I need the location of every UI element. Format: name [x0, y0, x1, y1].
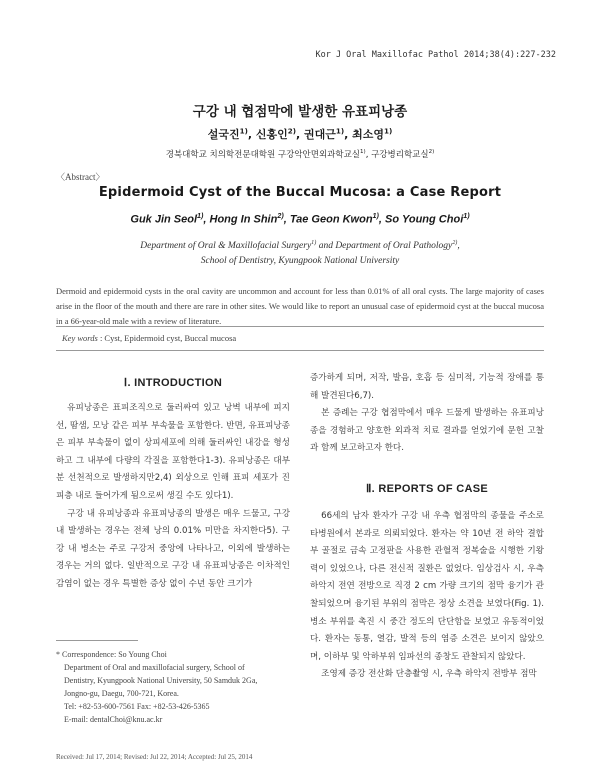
korean-affiliation: 경북대학교 치의학전문대학원 구강악안면외과학교실$^{1)}$, 구강병리학교실$^{2)}$ [165, 149, 435, 160]
author-name: 신홍인 [255, 128, 288, 141]
korean-authors: 설국진$^{1)}$, 신홍인$^{2)}$, 권대근$^{1)}$, 최소영$^{1)}$ [207, 126, 393, 141]
paragraph: 유피낭종은 표피조직으로 둘러싸여 있고 낭벽 내부에 피지선, 땀샘, 모낭 같은 피부 부속물을 포함한다. 반면, 유표피낭종은 피부 부속물이 없이 상피세포에 의해 둘러싸인 내강을 형성하고 그 내부에 다량의 각질을 포함한다1-3). 유피낭종은 대부분 선천적으로 발생하지만2,4) 외상으로 인해 표피 세포가 진피층 내로 들어가게 됨으로써 생길 수도 있다1). [56, 403, 290, 501]
paragraph: 66세의 남자 환자가 구강 내 우측 협점막의 종물을 주소로 타병원에서 본과로 의뢰되었다. 환자는 약 10년 전 하악 결합부 골절로 금속 고정판을 사용한 관혈적 정복술을 시행한 기왕력이 있었으나, 다른 전신적 질환은 없었다. 임상검사 시, 우측 하악지 전연 전방으로 직경 2 cm 가량 크기의 점막 융기가 관찰되었으며 융기된 부위의 점막은 정상 소견을 보였다(Fig. 1). 병소 부위를 촉진 시 중간 정도의 단단함을 보였고 유동적이었다. 환자는 동통, 열감, 발적 등의 염증 소견은 보이지 않았으며, 이하부 및 악하부위 임파선의 종창도 관찰되지 않았다. [310, 511, 544, 662]
korean-title: 구강 내 협점막에 발생한 유표피낭종 [192, 104, 408, 120]
correspondence: * Correspondence: So Young Choi Department of Oral and maxillofacial surgery, School of Dentistry, Kyungpook National University, 50 Samduk 2Ga, Jongno-gu, Daegu, 700-721, Korea. Tel: +82-53-600-7561 Fax: +82-53-426-5365 E-mail: dentalChoi@knu.ac.kr [56, 650, 258, 724]
english-authors: Guk Jin Seol$^{1)}$, Hong In Shin$^{2)}$, Tae Geon Kwon$^{1)}$, So Young Choi$^{1)}$ [130, 212, 470, 226]
paragraph: 조영제 증강 전산화 단층촬영 시, 우측 하악지 전방부 점막 [321, 669, 537, 680]
paragraph: 구강 내 유피낭종과 유표피낭종의 발생은 매우 드물고, 구강 내 발생하는 경우는 전체 낭의 0.01% 미만을 차지한다5). 구강 내 병소는 주로 구강저 중앙에 나타나고, 이외에 발생하는 경우는 거의 없다. 일반적으로 구강 내 유표피낭종은 이차적인 감염이 없는 경우 특별한 증상 없이 수년 동안 크기가 [56, 508, 290, 589]
section-heading-introduction: Ⅰ. INTRODUCTION [123, 377, 223, 389]
introduction-continued [310, 370, 544, 458]
paragraph: 증가하게 되며, 저작, 발음, 호흡 등 심미적, 기능적 장애를 통해 발견된다6,7). [310, 373, 544, 401]
author-name: 설국진 [207, 128, 240, 141]
footnote-divider [56, 640, 138, 641]
keywords: Key words : Cyst, Epidermoid cyst, Buccal mucosa [62, 333, 237, 343]
divider [56, 326, 544, 327]
reports-body [310, 508, 544, 684]
author-name: 권대근 [304, 128, 336, 141]
introduction-body [56, 400, 290, 594]
section-heading-reports: Ⅱ. REPORTS OF CASE [365, 483, 489, 495]
paragraph: 본 증례는 구강 협점막에서 매우 드물게 발생하는 유표피낭종을 경험하고 양호한 외과적 치료 결과를 얻었기에 문헌 고찰과 함께 보고하고자 한다. [310, 408, 544, 454]
abstract-text: Dermoid and epidermoid cysts in the oral cavity are uncommon and account for less than 0.01% of all oral cysts. The large majority of cases arise in the floor of the mouth and there are rare in other sites. We would like to report an unusual case of epidermoid cyst at the buccal mucosa in a 66-year-old male with a review of literature. [56, 286, 544, 326]
journal-citation: Kor J Oral Maxillofac Pathol 2014;38(4):227-232 [315, 50, 556, 60]
english-title: Epidermoid Cyst of the Buccal Mucosa: a Case Report [98, 185, 502, 200]
author-name: 최소영 [352, 128, 385, 141]
abstract-tag: 〈Abstract〉 [56, 172, 105, 182]
received-dates: Received: Jul 17, 2014; Revised: Jul 22, 2014; Accepted: Jul 25, 2014 [56, 753, 253, 761]
english-affiliation: Department of Oral & Maxillofacial Surgery$^{1)}$ and Department of Oral Pathology$^{2)}$, School of Dentistry, Kyungpook National University [140, 240, 460, 267]
divider [56, 350, 544, 351]
